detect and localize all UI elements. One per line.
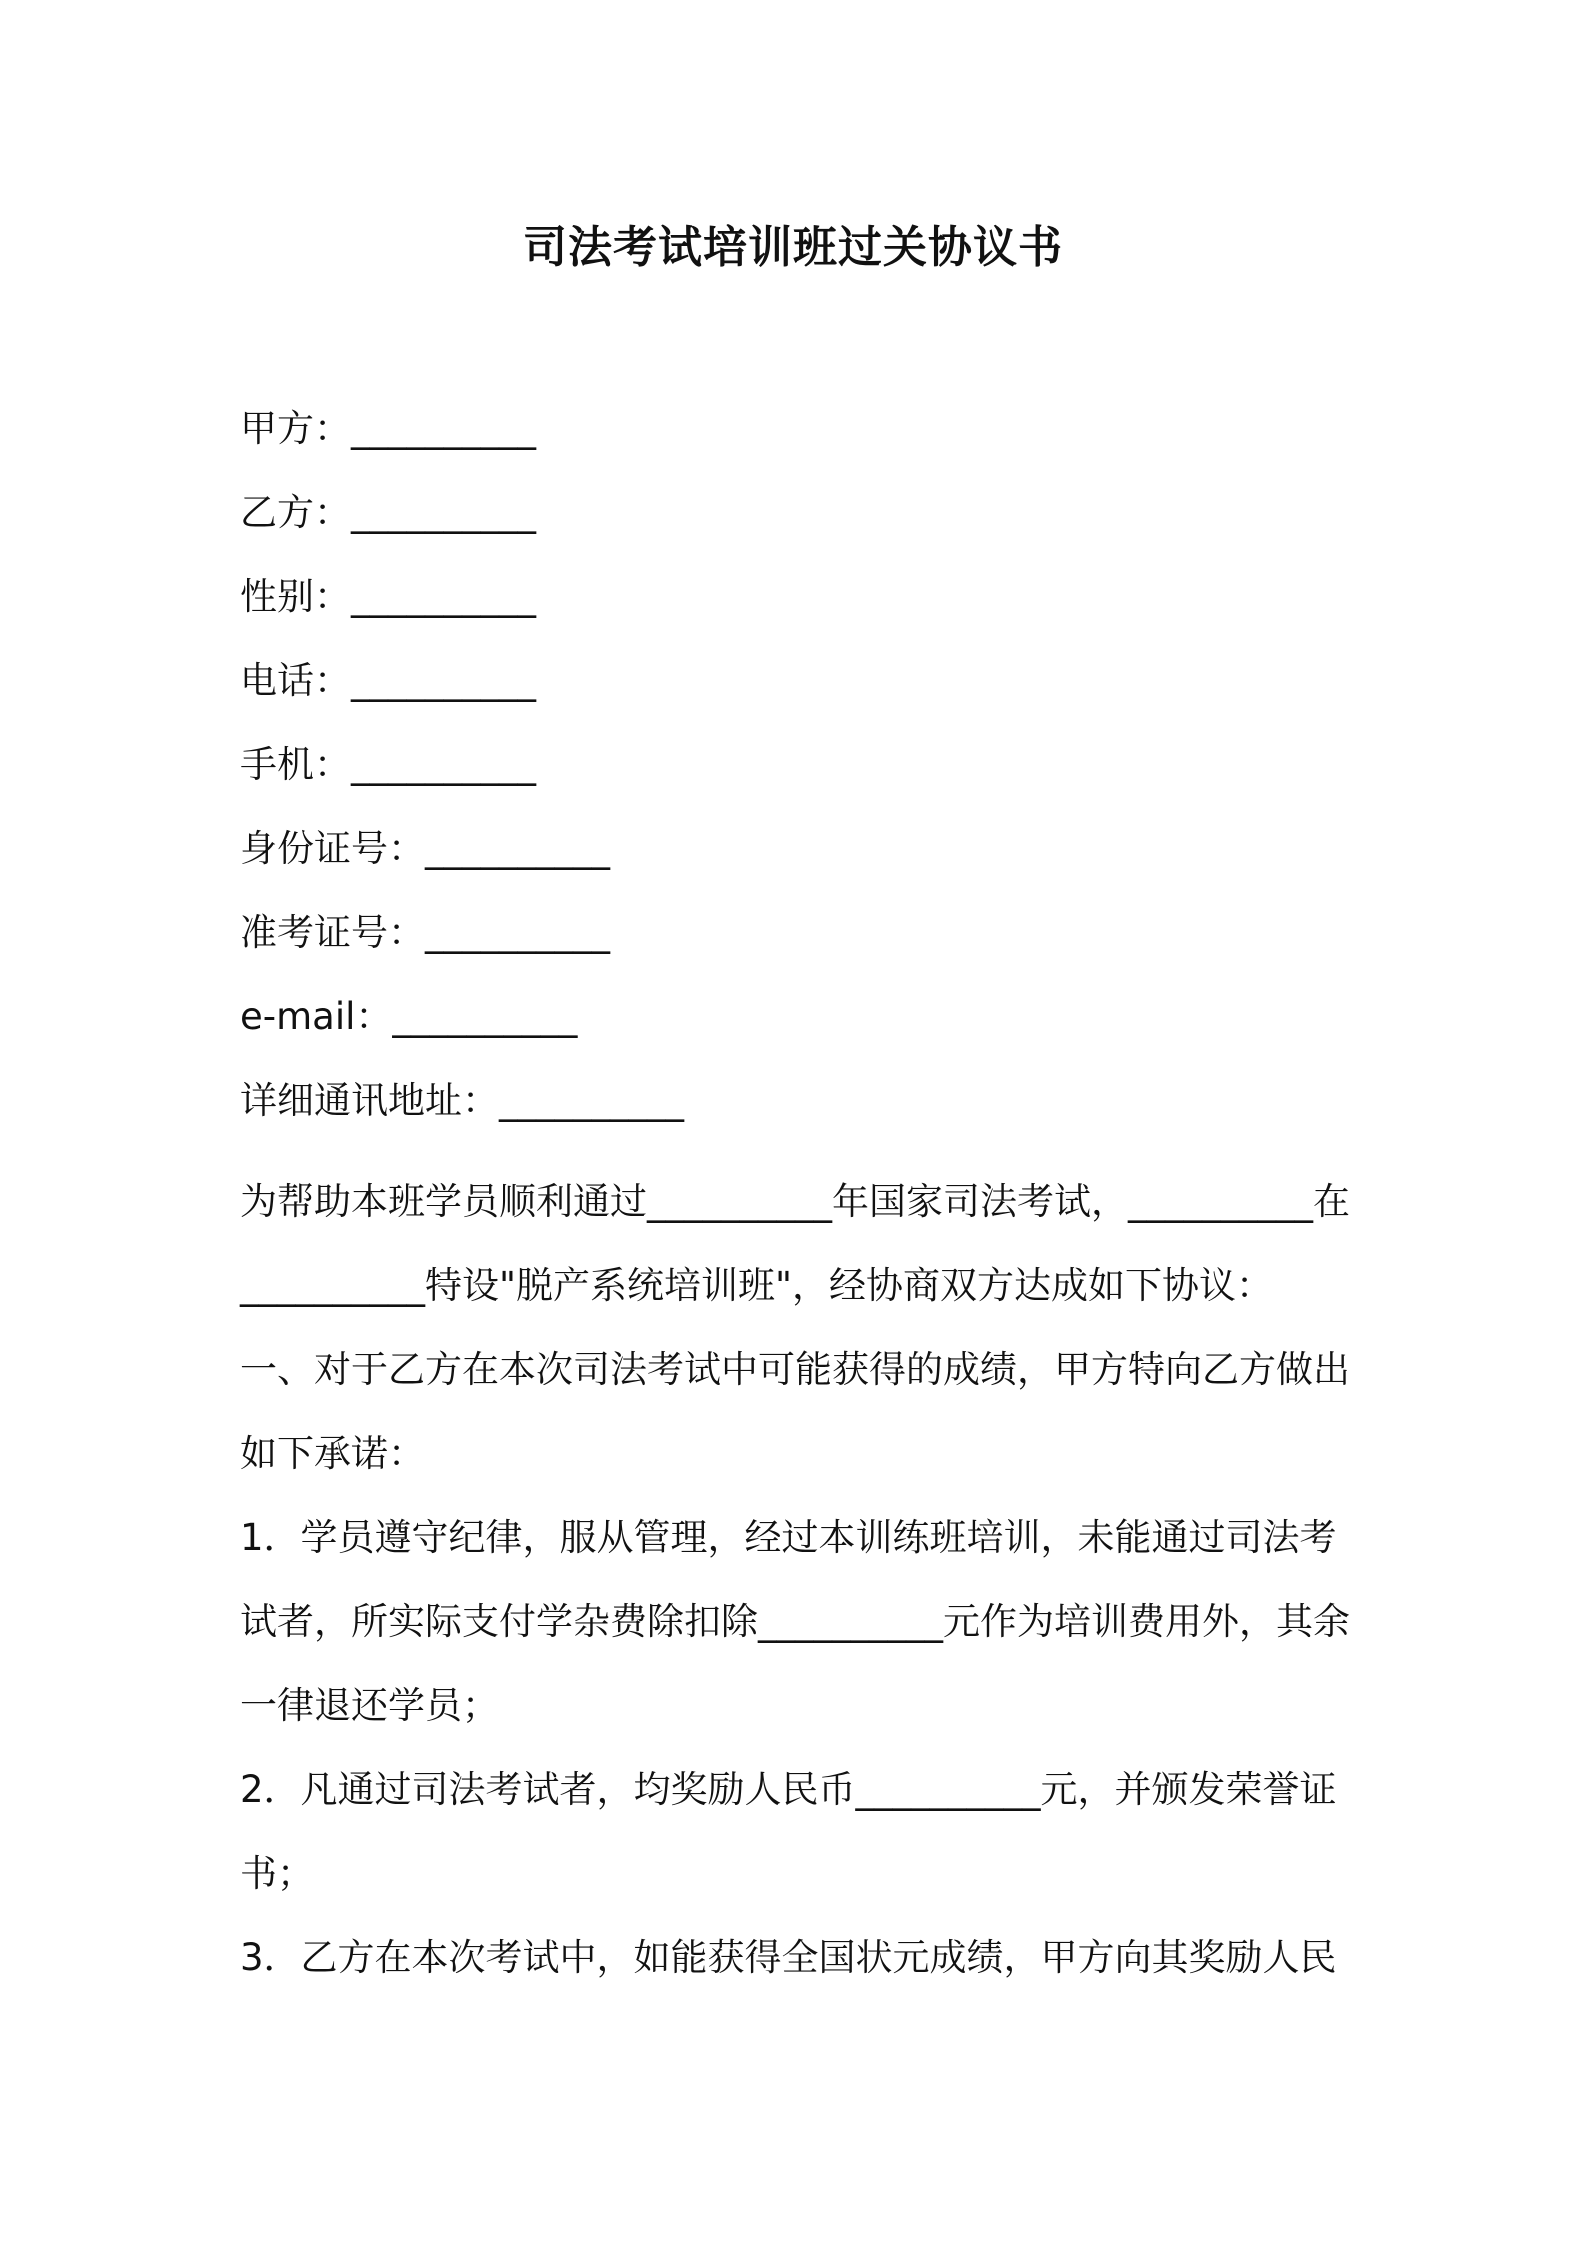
field-address <box>240 1076 1360 1160</box>
field-gender <box>240 572 1360 656</box>
field-label: 乙方： <box>240 491 351 534</box>
fill-in-blank: __________ <box>351 659 536 702</box>
field-label: 手机： <box>240 743 351 786</box>
fill-in-blank: __________ <box>351 575 536 618</box>
field-party-b <box>240 488 1360 572</box>
field-email <box>240 992 1360 1076</box>
field-label: 甲方： <box>240 407 351 450</box>
field-label: 准考证号： <box>240 911 425 954</box>
field-label: 身份证号： <box>240 827 425 870</box>
field-label: 电话： <box>240 659 351 702</box>
fill-in-blank: __________ <box>499 1079 684 1122</box>
field-admission-number <box>240 908 1360 992</box>
intro-paragraph: 为帮助本班学员顺利通过__________年国家司法考试，__________在__________特设"脱产系统培训班"，经协商双方达成如下协议： <box>240 1180 1350 1307</box>
fill-in-blank: __________ <box>425 827 610 870</box>
field-mobile <box>240 740 1360 824</box>
clause-3: 3．乙方在本次考试中，如能获得全国状元成绩，甲方向其奖励人民 <box>240 1936 1337 1979</box>
field-party-a <box>240 404 1360 488</box>
fill-in-blank: __________ <box>392 995 578 1038</box>
document-body <box>240 404 1360 2000</box>
field-label: 详细通讯地址： <box>240 1079 499 1122</box>
document-title: 司法考试培训班过关协议书 <box>523 222 1063 273</box>
clause-1: 1．学员遵守纪律，服从管理，经过本训练班培训，未能通过司法考试者，所实际支付学杂费除扣除__________元作为培训费用外，其余一律退还学员； <box>240 1516 1350 1727</box>
fill-in-blank: __________ <box>351 491 536 534</box>
field-phone <box>240 656 1360 740</box>
field-label: 性别： <box>240 575 351 618</box>
section-one-heading: 一、对于乙方在本次司法考试中可能获得的成绩，甲方特向乙方做出如下承诺： <box>240 1348 1350 1475</box>
fill-in-blank: __________ <box>351 407 536 450</box>
fill-in-blank: __________ <box>351 743 536 786</box>
fill-in-blank: __________ <box>425 911 610 954</box>
clause-2: 2．凡通过司法考试者，均奖励人民币__________元，并颁发荣誉证书； <box>240 1768 1337 1895</box>
field-id-number <box>240 824 1360 908</box>
field-label: e-mail： <box>240 995 393 1038</box>
